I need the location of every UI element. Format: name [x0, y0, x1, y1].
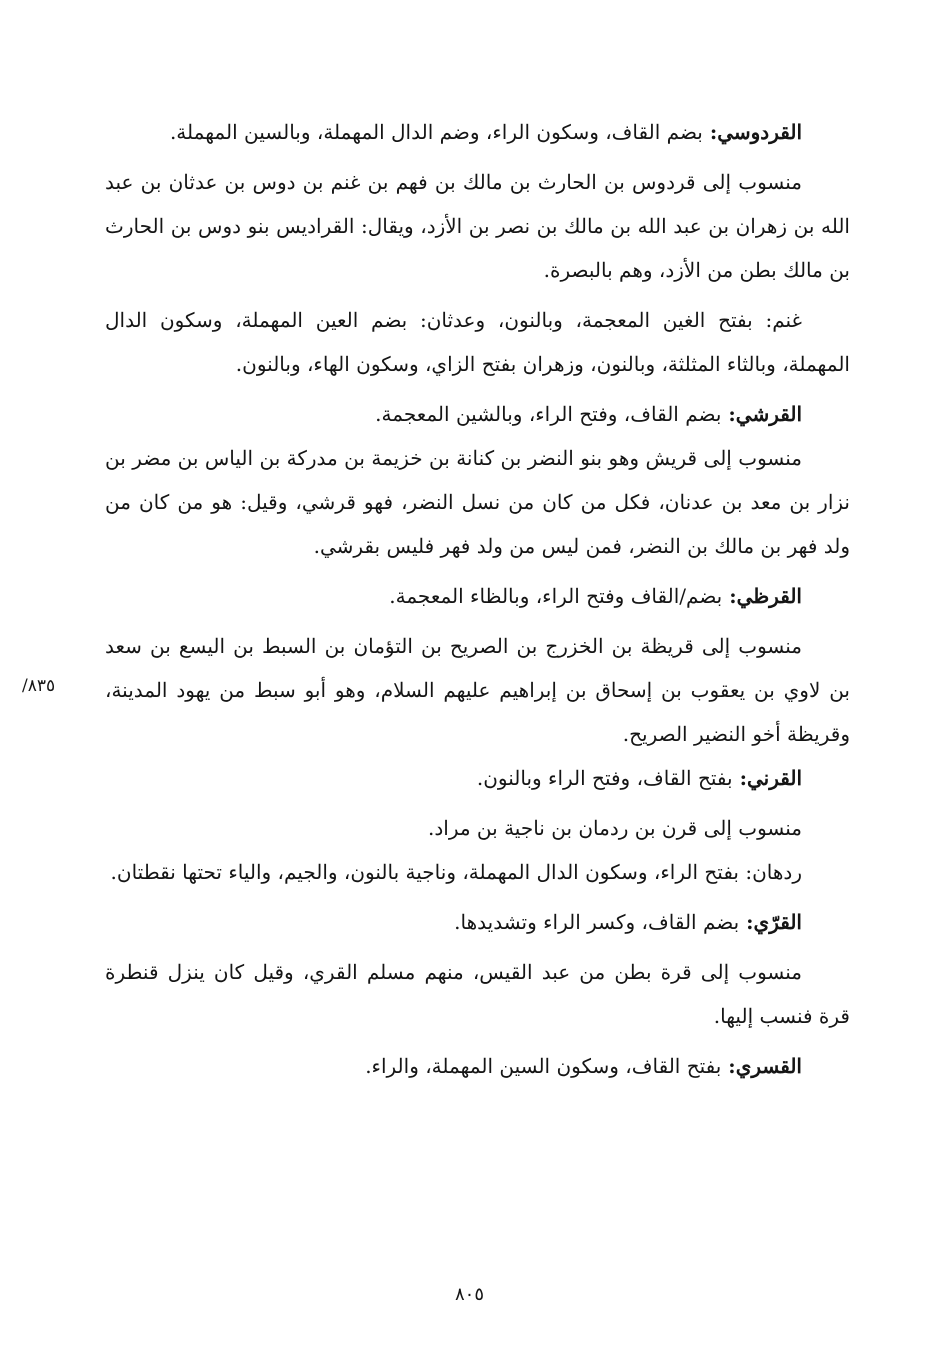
entry-text: بضم/القاف وفتح الراء، وبالظاء المعجمة. — [389, 584, 723, 608]
margin-folio-reference: ٨٣٥/ — [22, 676, 56, 696]
entry-qurdusi — [105, 110, 850, 154]
entry-text: بضم القاف، وفتح الراء، وبالشين المعجمة. — [375, 402, 722, 426]
entry-term: القرظي: — [722, 584, 802, 608]
page-number: ٨٠٥ — [454, 1284, 484, 1305]
entry-text: بضم القاف، وسكون الراء، وضم الدال المهملة، وبالسين المهملة. — [169, 120, 703, 144]
entry-term: القرشي: — [721, 402, 802, 426]
entry-quradhi — [105, 574, 850, 618]
paragraph: منسوب إلى قرن بن ردمان بن ناجية بن مراد. — [428, 816, 802, 840]
paragraph: منسوب إلى قريظة بن الخزرج بن الصريح بن التؤمان بن السبط بن اليسع بن سعد بن لاوي بن يعقوب بن إسحاق بن إبراهيم عليهم السلام، وهو أبو سبط من يهود المدينة، وقريظة أخو النضير الصريح. — [105, 634, 850, 746]
entry-term: القردوسي: — [702, 120, 802, 144]
paragraph: ردهان: بفتح الراء، وسكون الدال المهملة، وناجية بالنون، والجيم، والياء تحتها نقطتان. — [110, 860, 802, 884]
paragraph: منسوب إلى قريش وهو بنو النضر بن كنانة بن خزيمة بن مدركة بن الياس بن مضر بن نزار بن معد بن عدنان، فكل من كان من نسل النضر، فهو قرشي، وقيل: هو من كان من ولد فهر بن مالك بن النضر، فمن ليس من ولد فهر فليس بقرشي. — [105, 446, 850, 558]
entry-qurri — [105, 900, 850, 944]
entry-qasri — [105, 1044, 850, 1088]
paragraph: غنم: بفتح الغين المعجمة، وبالنون، وعدثان: بضم العين المهملة، وسكون الدال المهملة، وبالثاء المثلثة، وبالنون، وزهران بفتح الزاي، وسكون الهاء، وبالنون. — [105, 308, 850, 376]
entry-term: القرّي: — [739, 910, 802, 934]
entry-qurashi — [105, 392, 850, 436]
entry-text: بفتح القاف، وفتح الراء وبالنون. — [476, 766, 733, 790]
entry-term: القسري: — [721, 1054, 802, 1078]
entry-text: بفتح القاف، وسكون السين المهملة، والراء. — [365, 1054, 722, 1078]
paragraph: منسوب إلى قردوس بن الحارث بن مالك بن فهم بن غنم بن دوس بن عدثان بن عبد الله بن زهران بن عبد الله بن مالك بن نصر بن الأزد، ويقال: القراديس بنو دوس بن الحارث بن مالك بطن من الأزد، وهم بالبصرة. — [105, 170, 850, 282]
entry-text: بضم القاف، وكسر الراء وتشديدها. — [454, 910, 740, 934]
main-text — [105, 110, 850, 1088]
entry-term: القرني: — [732, 766, 802, 790]
entry-qarani — [105, 756, 850, 800]
paragraph: منسوب إلى قرة بطن من عبد القيس، منهم مسلم القري، وقيل كان ينزل قنطرة قرة فنسب إليها. — [105, 960, 850, 1028]
